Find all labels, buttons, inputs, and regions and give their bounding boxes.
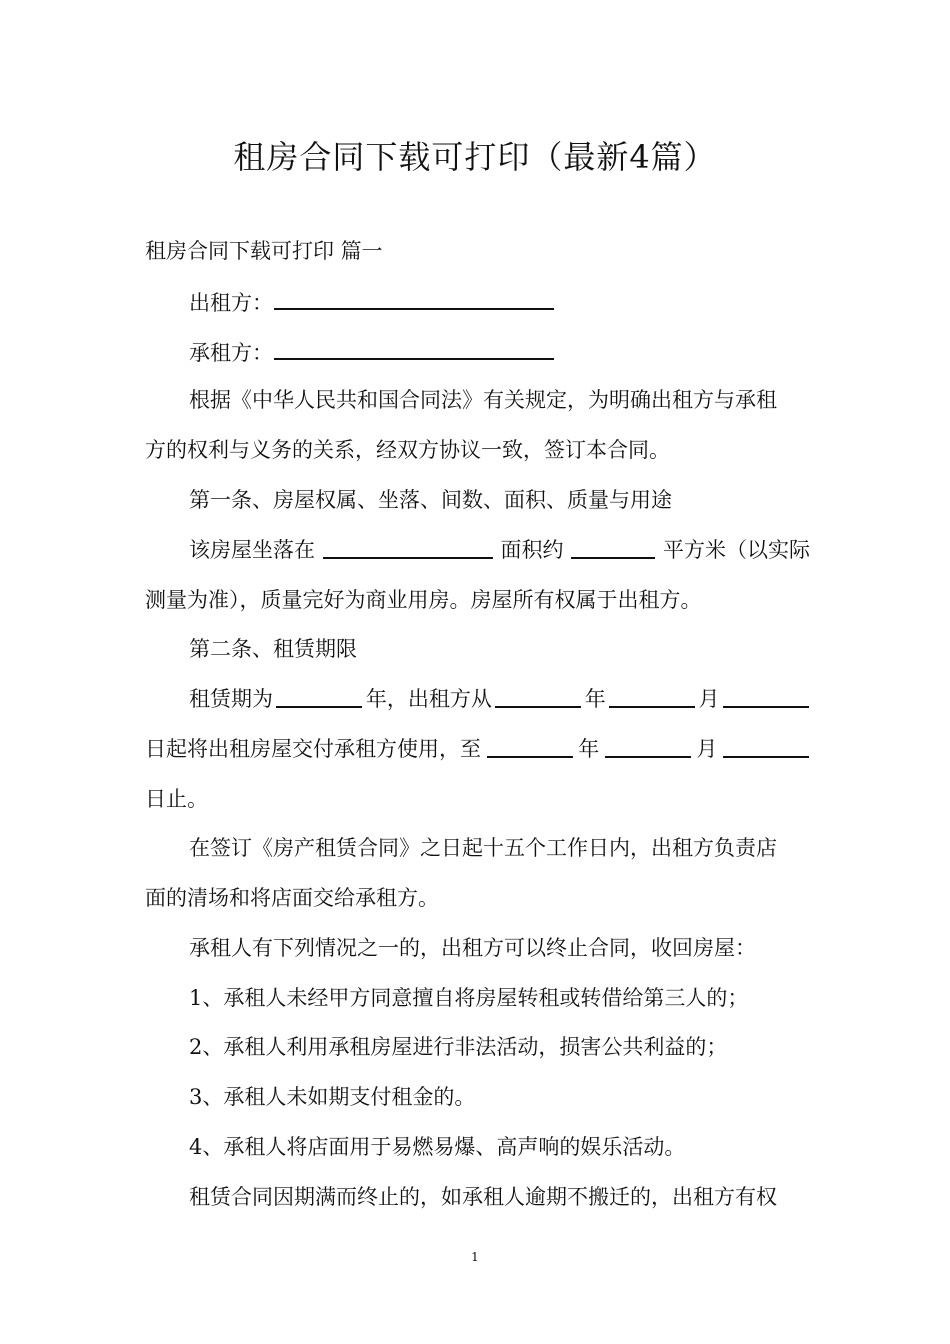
start-month-blank[interactable] [609, 684, 695, 708]
end-year-label: 年 [578, 737, 600, 761]
start-month-label: 月 [698, 687, 720, 711]
article1-unit-label: 平方米（以实际 [663, 538, 810, 562]
end-month-blank[interactable] [605, 734, 691, 758]
end-year-blank[interactable] [487, 734, 573, 758]
document-title: 租房合同下载可打印（最新4篇） [233, 138, 717, 176]
lease-years-blank[interactable] [276, 684, 362, 708]
lessee-line [189, 336, 810, 368]
lessee-label: 承租方： [189, 341, 273, 365]
termination-item: 2、承租人利用承租房屋进行非法活动，损害公共利益的； [189, 1035, 728, 1059]
lessor-blank[interactable] [274, 286, 554, 310]
termination-item: 3、承租人未如期支付租金的。 [189, 1085, 476, 1109]
end-month-label: 月 [696, 737, 718, 761]
intro-line-2: 方的权利与义务的关系，经双方协议一致，签订本合同。 [145, 438, 670, 462]
article1-location-label: 该房屋坐落在 [189, 538, 315, 562]
expiry-clause-line: 租赁合同因期满而终止的，如承租人逾期不搬迁的，出租方有权 [189, 1185, 777, 1209]
end-day-blank[interactable] [723, 734, 809, 758]
lease-term-line-2 [145, 734, 810, 764]
start-year-label: 年 [584, 687, 606, 711]
intro-line-1: 根据《中华人民共和国合同法》有关规定，为明确出租方与承租 [189, 388, 777, 412]
start-year-blank[interactable] [495, 684, 581, 708]
lessee-blank[interactable] [274, 336, 554, 360]
termination-item: 1、承租人未经甲方同意擅自将房屋转租或转借给第三人的； [189, 986, 749, 1010]
lease-handover-label: 日起将出租房屋交付承租方使用，至 [145, 737, 481, 761]
location-blank[interactable] [323, 535, 493, 559]
termination-intro: 承租人有下列情况之一的，出租方可以终止合同，收回房屋： [189, 936, 756, 960]
lease-term-line-1 [189, 684, 810, 714]
article1-line-2: 测量为准），质量完好为商业用房。房屋所有权属于出租方。 [145, 588, 702, 612]
handover-line-2: 面的清场和将店面交给承租方。 [145, 886, 439, 910]
lessor-line [189, 286, 810, 318]
article1-area-label: 面积约 [500, 538, 564, 562]
start-day-blank[interactable] [723, 684, 809, 708]
article1-line-1 [189, 535, 810, 565]
page-number: 1 [471, 1250, 479, 1264]
article2-heading: 第二条、租赁期限 [189, 637, 357, 661]
lease-term-label: 租赁期为 [189, 687, 273, 711]
handover-line-1: 在签订《房产租赁合同》之日起十五个工作日内，出租方负责店 [189, 836, 777, 860]
article1-heading: 第一条、房屋权属、坐落、间数、面积、质量与用途 [189, 488, 672, 512]
section-heading: 租房合同下载可打印 篇一 [145, 239, 383, 263]
lease-start-label: 年，出租方从 [365, 687, 492, 711]
area-blank[interactable] [571, 535, 655, 559]
lessor-label: 出租方： [189, 291, 273, 315]
lease-term-line-3: 日止。 [145, 787, 208, 811]
termination-item: 4、承租人将店面用于易燃易爆、高声响的娱乐活动。 [189, 1135, 686, 1159]
